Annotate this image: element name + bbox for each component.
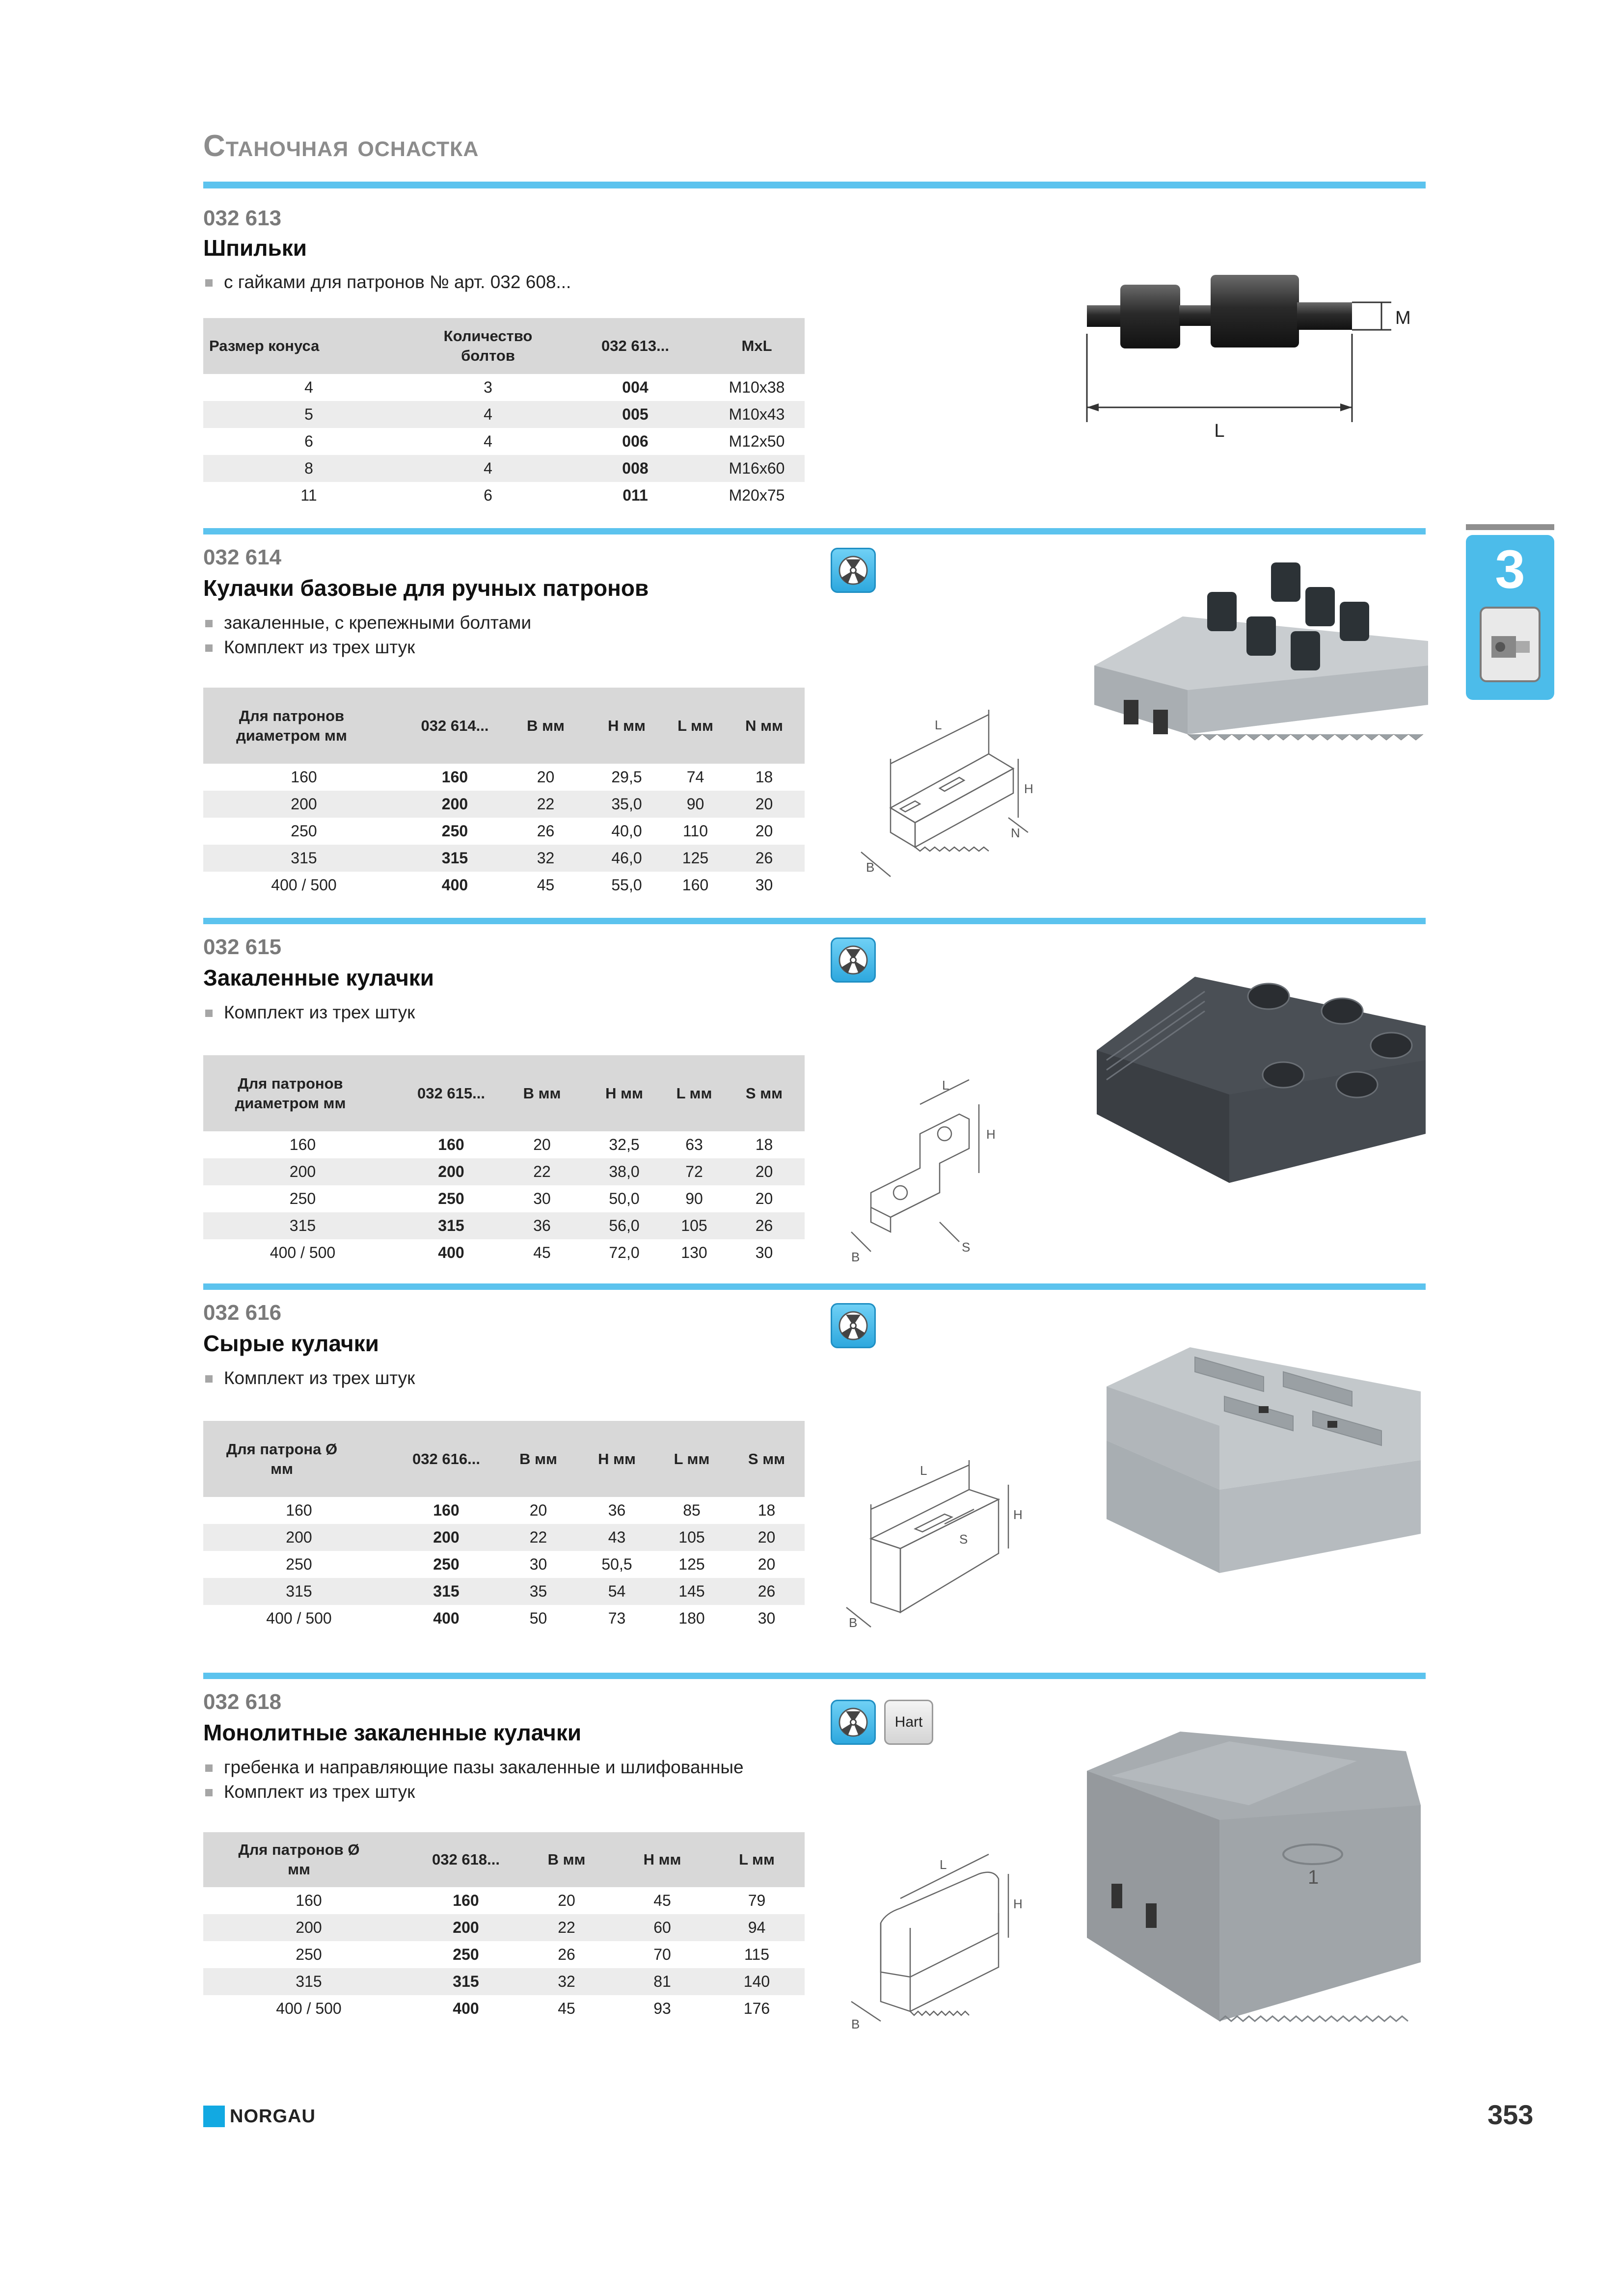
- table-row: [203, 374, 805, 401]
- jaw-line-drawing: [841, 1835, 1048, 2041]
- table-cell: 6: [304, 432, 313, 450]
- stud-thread-right: [1297, 302, 1352, 330]
- base-jaws-photo: [1084, 543, 1438, 818]
- col-header: Для патронов диаметром мм: [203, 1055, 402, 1131]
- stud-thread-left: [1087, 305, 1121, 327]
- table-cell: 22: [498, 1524, 579, 1551]
- table-row: [203, 1551, 805, 1578]
- hardened-jaws-photo: [1087, 937, 1431, 1212]
- col-header: H мм: [579, 1421, 655, 1497]
- table-cell: 200: [203, 791, 405, 818]
- bullet-item: Комплект из трех штук: [203, 1000, 415, 1025]
- table-cell: 125: [678, 1555, 705, 1573]
- dim-label: B: [851, 1250, 860, 1264]
- bullet-item: с гайками для патронов № арт. 032 608...: [203, 270, 571, 294]
- table-cell: 50,0: [609, 1190, 640, 1207]
- table-cell: 200: [405, 791, 505, 818]
- section-032613: [203, 206, 1426, 510]
- section-032616: [203, 1283, 1426, 1647]
- table-cell: 250: [286, 1555, 312, 1573]
- table-cell: 200: [203, 1914, 414, 1941]
- table-cell: 26: [729, 1578, 805, 1605]
- table-cell: 50: [529, 1609, 547, 1627]
- dim-label-m: M: [1395, 308, 1411, 328]
- table-cell: 315: [203, 1212, 402, 1239]
- table-cell: M10x38: [729, 378, 785, 396]
- dim-label: N: [1011, 826, 1020, 840]
- table-cell: 73: [608, 1609, 626, 1627]
- dim-label: H: [1013, 1507, 1023, 1522]
- table-cell: M16x60: [709, 455, 805, 482]
- table-cell: 50,5: [601, 1555, 632, 1573]
- section-code: 032 613: [203, 206, 282, 230]
- table-cell: 22: [500, 1158, 584, 1185]
- table-cell: 250: [453, 1946, 479, 1963]
- table-row: [203, 1995, 805, 2022]
- col-header: Для патронов диаметром мм: [203, 688, 405, 764]
- table-cell: 315: [395, 1578, 498, 1605]
- table-cell: 81: [616, 1968, 709, 1995]
- table-row: [203, 1914, 805, 1941]
- table-cell: M20x75: [729, 486, 785, 504]
- section-code: 032 614: [203, 545, 282, 569]
- table-cell: 74: [686, 768, 704, 786]
- section-title: Монолитные закаленные кулачки: [203, 1720, 582, 1745]
- table-cell: 250: [289, 1190, 316, 1207]
- table-cell: 105: [665, 1212, 724, 1239]
- table-cell: 93: [653, 2000, 671, 2017]
- table-row: [203, 872, 805, 899]
- table-cell: 18: [757, 1501, 776, 1519]
- section-title: Закаленные кулачки: [203, 965, 434, 990]
- col-header: L мм: [665, 1055, 724, 1131]
- table-cell: 90: [685, 1190, 703, 1207]
- section-032614: [203, 528, 1426, 921]
- col-header: B мм: [505, 688, 586, 764]
- title-rule: [203, 182, 1426, 188]
- chuck-tool-icon: [1481, 608, 1540, 681]
- dim-label: L: [920, 1463, 927, 1478]
- table-cell: 90: [667, 791, 724, 818]
- jaw-line-drawing: [841, 1075, 1048, 1281]
- col-header: N мм: [724, 688, 805, 764]
- table-cell: 160: [453, 1892, 479, 1909]
- table-row: [203, 1578, 805, 1605]
- table-cell: 60: [616, 1914, 709, 1941]
- table-cell: 200: [203, 1524, 395, 1551]
- table-cell: 400: [441, 876, 468, 894]
- table-cell: M10x43: [709, 401, 805, 428]
- table-cell: 18: [755, 768, 773, 786]
- dim-label-l: L: [1214, 421, 1225, 441]
- table-cell: 20: [529, 1501, 547, 1519]
- chapter-number: 3: [1495, 539, 1525, 600]
- table-cell: 45: [653, 1892, 671, 1909]
- table-cell: 20: [558, 1892, 575, 1909]
- dim-label: B: [849, 1615, 858, 1630]
- table-cell: 36: [500, 1212, 584, 1239]
- table-row: [203, 1497, 805, 1524]
- table-cell: 45: [533, 1244, 551, 1261]
- table-cell: 400 / 500: [276, 2000, 342, 2017]
- table-cell: 200: [402, 1158, 500, 1185]
- table-cell: M12x50: [729, 432, 785, 450]
- table-cell: 32: [517, 1968, 616, 1995]
- col-header: MxL: [709, 318, 805, 374]
- bullet-item: Комплект из трех штук: [203, 1366, 415, 1390]
- bullet-item: Комплект из трех штук: [203, 1780, 744, 1804]
- dim-label: L: [942, 1078, 949, 1093]
- table-cell: 20: [537, 768, 555, 786]
- dim-label: L: [940, 1857, 947, 1872]
- table-cell: 30: [529, 1555, 547, 1573]
- table-cell: 200: [395, 1524, 498, 1551]
- table-cell: 30: [755, 876, 773, 894]
- table-cell: 315: [203, 1578, 395, 1605]
- table-cell: 315: [203, 845, 405, 872]
- table-cell: 26: [724, 845, 805, 872]
- table-row: [203, 428, 805, 455]
- table-cell: 011: [622, 486, 648, 504]
- table-row: [203, 1185, 805, 1212]
- table-cell: 160: [441, 768, 468, 786]
- table-cell: 94: [709, 1914, 805, 1941]
- col-header: 032 618...: [414, 1832, 517, 1887]
- dim-label: H: [986, 1127, 996, 1142]
- table-cell: 20: [724, 1158, 805, 1185]
- dim-label: H: [1024, 781, 1033, 796]
- table-cell: 160: [286, 1501, 312, 1519]
- col-header: L мм: [655, 1421, 729, 1497]
- three-jaw-chuck-icon: [831, 937, 876, 983]
- col-header: Для патрона Ø мм: [203, 1421, 395, 1497]
- table-cell: 400 / 500: [270, 1244, 336, 1261]
- section-rule: [203, 918, 1426, 924]
- three-jaw-chuck-icon: [831, 1303, 876, 1348]
- table-cell: 140: [709, 1968, 805, 1995]
- table-cell: 5: [203, 401, 414, 428]
- table-cell: 46,0: [586, 845, 667, 872]
- table-cell: 400 / 500: [266, 1609, 332, 1627]
- table-cell: 4: [414, 401, 562, 428]
- table-cell: 29,5: [611, 768, 642, 786]
- table-cell: 26: [558, 1946, 575, 1963]
- bullet-list: [203, 1000, 415, 1025]
- table-cell: 105: [655, 1524, 729, 1551]
- table-row: [203, 764, 805, 791]
- section-code: 032 615: [203, 935, 282, 959]
- jaw-number-marking: 1: [1308, 1867, 1319, 1888]
- section-title: Кулачки базовые для ручных патронов: [203, 575, 649, 601]
- table-cell: 145: [655, 1578, 729, 1605]
- table-cell: 160: [296, 1892, 322, 1909]
- table-cell: 160: [289, 1136, 316, 1153]
- table-cell: 6: [484, 486, 492, 504]
- bullet-list: [203, 270, 571, 294]
- table-cell: 400 / 500: [271, 876, 337, 894]
- monolithic-jaws-photo: [1082, 1707, 1435, 2041]
- table-cell: 4: [414, 455, 562, 482]
- table-cell: 20: [533, 1136, 551, 1153]
- table-cell: 22: [517, 1914, 616, 1941]
- three-jaw-chuck-icon: [831, 1700, 876, 1745]
- table-cell: 26: [724, 1212, 805, 1239]
- table-row: [203, 1941, 805, 1968]
- table-row: [203, 482, 805, 509]
- dim-label: S: [959, 1532, 968, 1547]
- table-cell: 200: [414, 1914, 517, 1941]
- section-title: Шпильки: [203, 235, 307, 261]
- col-header: B мм: [498, 1421, 579, 1497]
- col-header: Для патронов Ø мм: [203, 1832, 414, 1887]
- table-cell: 4: [484, 432, 492, 450]
- table-cell: 20: [757, 1555, 776, 1573]
- spec-table: [203, 1421, 805, 1632]
- stud-nut: [1120, 285, 1180, 348]
- section-rule: [203, 1283, 1426, 1290]
- table-cell: 180: [678, 1609, 705, 1627]
- stud-shaft: [1179, 305, 1214, 326]
- table-cell: 45: [558, 2000, 575, 2017]
- table-cell: 18: [755, 1136, 773, 1153]
- table-cell: 70: [653, 1946, 671, 1963]
- dim-label: B: [851, 2017, 860, 2031]
- brand-name: NORGAU: [230, 2106, 316, 2127]
- col-header: H мм: [616, 1832, 709, 1887]
- bullet-list: [203, 1366, 415, 1390]
- table-cell: 38,0: [584, 1158, 665, 1185]
- table-cell: 250: [291, 822, 317, 840]
- col-header: 032 614...: [405, 688, 505, 764]
- table-cell: 110: [682, 822, 708, 840]
- stud-body: [1211, 275, 1299, 347]
- table-cell: 55,0: [611, 876, 642, 894]
- section-032618: [203, 1673, 1426, 2065]
- table-cell: 315: [402, 1212, 500, 1239]
- table-cell: 006: [622, 432, 649, 450]
- col-header: S мм: [729, 1421, 805, 1497]
- table-row: [203, 1239, 805, 1266]
- spec-table: [203, 1055, 805, 1266]
- bullet-item: гребенка и направляющие пазы закаленные и шлифованные: [203, 1755, 744, 1780]
- table-cell: 35: [498, 1578, 579, 1605]
- spec-table: [203, 1832, 805, 2022]
- brand-logo-square: [203, 2106, 225, 2127]
- table-cell: 005: [562, 401, 709, 428]
- col-header: Количество болтов: [414, 318, 562, 374]
- stud-drawing: [1077, 275, 1431, 442]
- table-cell: 315: [414, 1968, 517, 1995]
- section-rule: [203, 1673, 1426, 1679]
- col-header: L мм: [667, 688, 724, 764]
- table-cell: 22: [505, 791, 586, 818]
- table-cell: 26: [537, 822, 555, 840]
- col-header: B мм: [500, 1055, 584, 1131]
- table-cell: 400: [438, 1244, 464, 1261]
- table-cell: 160: [682, 876, 709, 894]
- table-row: [203, 1212, 805, 1239]
- table-cell: 20: [724, 791, 805, 818]
- table-row: [203, 455, 805, 482]
- col-header: H мм: [584, 1055, 665, 1131]
- bullet-item: Комплект из трех штук: [203, 635, 531, 660]
- bullet-item: закаленные, с крепежными болтами: [203, 611, 531, 635]
- table-cell: 3: [484, 378, 492, 396]
- footer-brand: [203, 2106, 316, 2127]
- table-cell: 56,0: [584, 1212, 665, 1239]
- spec-table: [203, 318, 805, 509]
- dim-label: H: [1013, 1896, 1023, 1911]
- table-cell: 85: [683, 1501, 701, 1519]
- col-header: H мм: [586, 688, 667, 764]
- col-header: 032 616...: [395, 1421, 498, 1497]
- table-cell: 72,0: [609, 1244, 640, 1261]
- jaw-line-drawing: [841, 1445, 1048, 1632]
- table-cell: 36: [608, 1501, 626, 1519]
- table-cell: 004: [622, 378, 649, 396]
- dim-label: L: [935, 718, 942, 732]
- section-code: 032 618: [203, 1690, 282, 1714]
- spec-table: [203, 688, 805, 899]
- table-cell: 315: [203, 1968, 414, 1995]
- table-cell: 20: [755, 1190, 773, 1207]
- table-cell: 72: [665, 1158, 724, 1185]
- col-header: B мм: [517, 1832, 616, 1887]
- soft-jaws-photo: [1097, 1328, 1431, 1583]
- table-cell: 20: [729, 1524, 805, 1551]
- table-cell: 200: [203, 1158, 402, 1185]
- bullet-list: [203, 1755, 744, 1804]
- table-row: [203, 1605, 805, 1632]
- table-cell: 8: [203, 455, 414, 482]
- table-cell: 400: [453, 2000, 479, 2017]
- table-cell: 250: [441, 822, 468, 840]
- col-header: L мм: [709, 1832, 805, 1887]
- table-row: [203, 1131, 805, 1158]
- table-cell: 30: [533, 1190, 551, 1207]
- table-cell: 250: [296, 1946, 322, 1963]
- table-row: [203, 1887, 805, 1914]
- table-cell: 43: [579, 1524, 655, 1551]
- table-cell: 315: [405, 845, 505, 872]
- table-row: [203, 1158, 805, 1185]
- col-header: S мм: [724, 1055, 805, 1131]
- table-cell: 40,0: [611, 822, 642, 840]
- table-row: [203, 818, 805, 845]
- table-cell: 130: [681, 1244, 707, 1261]
- page-title: Станочная оснастка: [203, 129, 479, 163]
- section-code: 032 616: [203, 1301, 282, 1325]
- table-cell: 20: [755, 822, 773, 840]
- table-cell: 4: [304, 378, 313, 396]
- table-cell: 008: [562, 455, 709, 482]
- table-cell: 32: [505, 845, 586, 872]
- col-header: Размер конуса: [203, 318, 414, 374]
- table-cell: 125: [667, 845, 724, 872]
- col-header: 032 613...: [562, 318, 709, 374]
- section-rule: [203, 528, 1426, 534]
- table-cell: 32,5: [609, 1136, 640, 1153]
- table-cell: 160: [438, 1136, 464, 1153]
- dim-label: B: [866, 860, 875, 875]
- table-cell: 63: [685, 1136, 703, 1153]
- table-cell: 250: [438, 1190, 464, 1207]
- page-number: 353: [1488, 2099, 1534, 2130]
- section-032615: [203, 918, 1426, 1286]
- hart-badge: Hart: [884, 1700, 933, 1745]
- table-cell: 30: [755, 1244, 773, 1261]
- table-cell: 45: [537, 876, 555, 894]
- chapter-tab: [1466, 524, 1559, 701]
- table-cell: 79: [748, 1892, 766, 1909]
- three-jaw-chuck-icon: [831, 548, 876, 593]
- table-cell: 250: [433, 1555, 460, 1573]
- table-cell: 30: [757, 1609, 776, 1627]
- table-row: [203, 1524, 805, 1551]
- table-row: [203, 845, 805, 872]
- jaw-line-drawing: [841, 670, 1048, 881]
- table-cell: 400: [433, 1609, 460, 1627]
- table-row: [203, 791, 805, 818]
- col-header: 032 615...: [402, 1055, 500, 1131]
- table-row: [203, 401, 805, 428]
- dim-label: S: [962, 1240, 971, 1255]
- table-cell: 160: [433, 1501, 460, 1519]
- section-title: Сырые кулачки: [203, 1331, 379, 1356]
- table-cell: 160: [291, 768, 317, 786]
- table-cell: 11: [300, 486, 317, 504]
- table-cell: 54: [579, 1578, 655, 1605]
- bullet-list: [203, 611, 531, 660]
- table-cell: 35,0: [586, 791, 667, 818]
- table-cell: 176: [743, 2000, 770, 2017]
- table-row: [203, 1968, 805, 1995]
- table-cell: 115: [744, 1946, 769, 1963]
